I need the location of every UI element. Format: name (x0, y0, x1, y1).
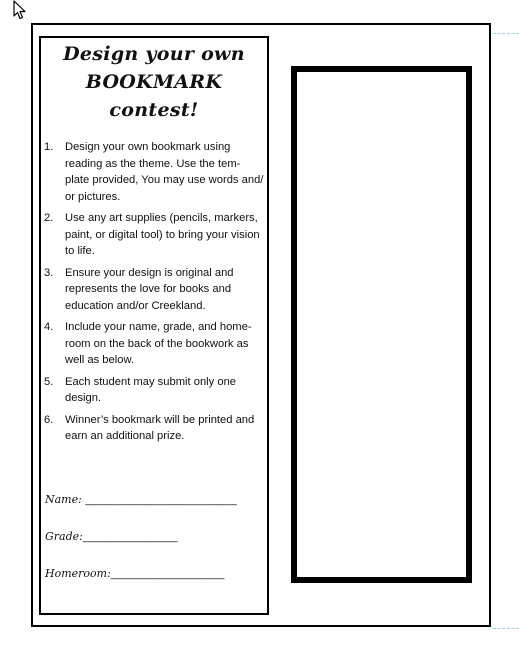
item-text: Use any art supplies (pencils, markers, paint, or digital tool) to bring your vision to life. (65, 212, 260, 257)
instructions-list (44, 139, 266, 450)
item-text: Each student may submit only one design. (65, 375, 237, 404)
instruction-item (44, 139, 266, 205)
name-label: Name: (45, 493, 82, 506)
title-line-2: BOOKMARK contest! (85, 71, 223, 121)
item-text: Ensure your design is original and represents the love for books and education and/or Creekland. (65, 266, 234, 312)
title-line-1: Design your own (63, 43, 245, 65)
item-number: 5. (44, 375, 54, 388)
homeroom-label: Homeroom: (45, 567, 111, 580)
item-number: 1. (44, 141, 54, 153)
margin-guide-top (493, 33, 519, 34)
homeroom-blank: __________________ (110, 568, 225, 580)
contest-title (41, 40, 267, 124)
instruction-item (44, 265, 266, 315)
item-text: Design your own bookmark using reading as the theme. Use the tem- plate provided, You may use words and/ or pictures. (65, 141, 264, 203)
mouse-pointer-icon (13, 0, 27, 20)
margin-guide-bottom (493, 628, 519, 629)
item-text: Winner’s bookmark will be printed and earn an additional prize. (65, 413, 255, 442)
instruction-item (44, 374, 266, 407)
name-blank: ________________________ (85, 494, 237, 506)
item-number: 3. (44, 266, 54, 279)
instruction-item (44, 210, 266, 260)
grade-label: Grade: (45, 530, 83, 543)
item-number: 4. (44, 321, 54, 333)
grade-field[interactable] (45, 530, 178, 543)
bookmark-template-frame (291, 66, 472, 583)
item-text: Include your name, grade, and home- room on the back of the bookwork as well as below. (65, 321, 252, 366)
item-number: 2. (44, 212, 54, 224)
homeroom-field[interactable] (45, 567, 225, 580)
grade-blank: _______________ (82, 531, 178, 543)
instruction-item (44, 412, 266, 445)
instruction-item (44, 319, 266, 369)
name-field[interactable] (45, 493, 237, 506)
item-number: 6. (44, 413, 54, 426)
